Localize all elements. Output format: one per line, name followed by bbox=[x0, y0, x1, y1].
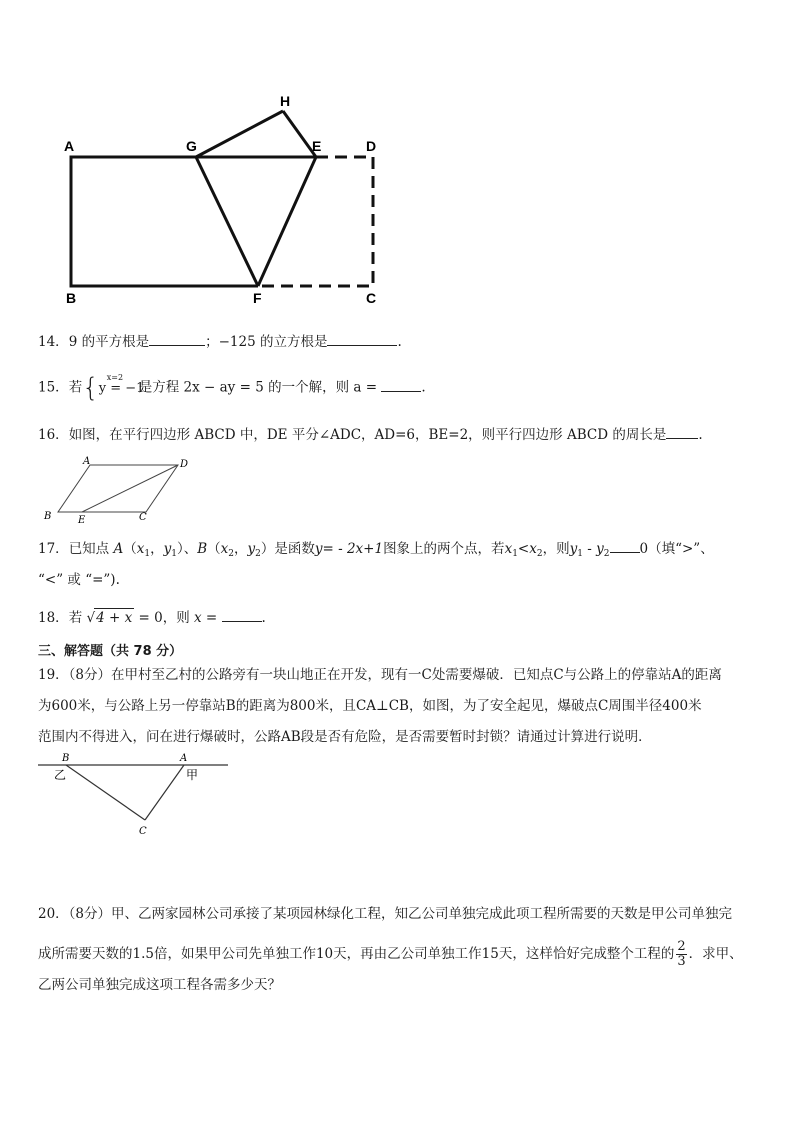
q17-y1: y bbox=[163, 541, 172, 557]
q17-x2: x bbox=[220, 541, 229, 557]
question-19-line-1 bbox=[38, 666, 722, 684]
q14-text-4: . bbox=[397, 334, 402, 350]
q16-end: . bbox=[698, 427, 703, 443]
q17-text-1: 是函数 bbox=[274, 541, 315, 557]
q20-fraction bbox=[676, 940, 686, 969]
q15-system-top: x=2 bbox=[106, 373, 124, 382]
q14-text-3: −125 的立方根是 bbox=[218, 334, 328, 350]
section-3-heading: 三、解答题（共 78 分） bbox=[38, 644, 183, 659]
q18-radicand: 4 + x bbox=[96, 610, 133, 626]
q17-diff-y2: y bbox=[596, 541, 604, 557]
figure-road-triangle bbox=[38, 748, 238, 840]
segment-de bbox=[82, 465, 178, 512]
q16-answer-blank[interactable] bbox=[666, 426, 698, 439]
q14-answer-blank-1[interactable] bbox=[149, 333, 205, 346]
q15-text-2: 的一个解，则 bbox=[268, 379, 350, 396]
q14-text-2: ； bbox=[205, 334, 219, 350]
figure-rectangle-fold bbox=[0, 0, 794, 320]
q18-text-1: = 0，则 bbox=[138, 610, 190, 626]
question-20-line-3 bbox=[38, 976, 281, 994]
question-17: 17．已知点 $A(x_1$，$y_1$）、$B(x_2$，$y_2$）是函数y= - 2x+1图象上的两个点，若$x_1<x_2$，则$y_1 - y_2$ 0（填“>”、 bbox=[38, 541, 714, 559]
label-C: C bbox=[139, 512, 147, 523]
q19-line-2-text: 为600米，与公路上另一停靠站B的距离为800米，且CA⊥CB，如图，为了安全起见，爆破点C周围半径400米 bbox=[38, 698, 702, 714]
question-20-line-2 bbox=[38, 940, 743, 969]
q18-var: x = bbox=[194, 610, 218, 626]
q20-line-1-text: 20．（8分）甲、乙两家园林公司承接了某项园林绿化工程，知乙公司单独完成此项工程所需要的天数是甲公司单独完 bbox=[38, 906, 733, 922]
question-18 bbox=[38, 608, 266, 627]
question-17-line-2 bbox=[38, 571, 120, 589]
segment-ac bbox=[145, 765, 184, 820]
q17-cond-x2: x bbox=[529, 541, 537, 557]
q16-text: 如图，在平行四边形 ABCD 中，DE 平分∠ADC，AD=6，BE=2，则平行四边形 ABCD 的周长是 bbox=[68, 427, 667, 443]
q17-function: y= - 2x+1 bbox=[314, 541, 384, 557]
q15-text-1: 是方程 bbox=[138, 379, 180, 396]
q19-line-1-text: 19．（8分）在甲村至乙村的公路旁有一块山地正在开发，现有一C处需要爆破．已知点C与公路上的停靠站A的距离 bbox=[38, 667, 722, 683]
q17-text-3: ，则 bbox=[542, 541, 570, 557]
q14-answer-blank-2[interactable] bbox=[327, 333, 397, 346]
q19-line-3-text: 范围内不得进入，问在进行爆破时，公路AB段是否有危险，是否需要暂时封锁？请通过计算进行说明． bbox=[38, 729, 652, 745]
segment-bc bbox=[66, 765, 145, 820]
q17-sub-2b: 2 bbox=[255, 549, 261, 559]
q17-point-b: B bbox=[197, 541, 208, 557]
label-F: F bbox=[253, 290, 262, 306]
sqrt-icon: √ bbox=[86, 610, 96, 626]
label-D: D bbox=[180, 459, 189, 470]
q17-text-4: 0（填“>”、 bbox=[639, 541, 714, 557]
q15-text-0: 若 bbox=[68, 379, 83, 396]
q17-sub-2a: 2 bbox=[228, 549, 234, 559]
q14-number: 14． bbox=[38, 334, 69, 350]
q15-answer-blank[interactable] bbox=[381, 379, 421, 392]
rect-solid-edges bbox=[71, 157, 316, 286]
label-D: D bbox=[366, 138, 377, 154]
label-C: C bbox=[139, 826, 147, 837]
figure-parallelogram bbox=[38, 456, 208, 526]
q17-diff-y: y bbox=[569, 541, 578, 557]
q15-system-bottom: y = −1 bbox=[98, 381, 145, 396]
label-A: A bbox=[64, 138, 75, 154]
label-A: A bbox=[83, 456, 91, 467]
label-C: C bbox=[366, 290, 377, 306]
q17-diff-sub2: 2 bbox=[603, 549, 610, 559]
q20-line-2b-text: ．求甲、 bbox=[688, 946, 743, 962]
label-B: B bbox=[44, 511, 52, 522]
q15-end: . bbox=[421, 379, 426, 396]
q15-equation: 2x − ay = 5 bbox=[183, 379, 264, 396]
q20-line-3-text: 乙两公司单独完成这项工程各需多少天？ bbox=[38, 977, 281, 993]
q17-cond-sub1: 1 bbox=[512, 549, 518, 559]
q18-end: . bbox=[261, 610, 266, 626]
question-20-line-1 bbox=[38, 905, 732, 923]
label-yi: 乙 bbox=[54, 768, 67, 782]
segment-ge-triangle bbox=[196, 111, 283, 157]
q17-answer-blank[interactable] bbox=[610, 540, 640, 553]
label-H: H bbox=[280, 93, 291, 109]
q17-diff-sub1: 1 bbox=[577, 549, 583, 559]
q17-sub-1a: 1 bbox=[144, 549, 151, 559]
segment-ef bbox=[258, 157, 316, 286]
question-19-line-2 bbox=[38, 697, 702, 715]
q15-var: a = bbox=[353, 379, 378, 396]
q16-number: 16． bbox=[38, 427, 69, 443]
label-jia: 甲 bbox=[186, 768, 199, 782]
label-G: G bbox=[186, 138, 197, 154]
question-14 bbox=[38, 333, 402, 351]
q17-x1: x bbox=[136, 541, 145, 557]
q18-text-0: 若 bbox=[68, 610, 83, 626]
q17-sub-1b: 1 bbox=[171, 549, 177, 559]
q20-frac-den: 3 bbox=[677, 954, 686, 969]
label-E: E bbox=[312, 138, 322, 154]
q18-number: 18． bbox=[38, 610, 69, 626]
question-19-line-3 bbox=[38, 728, 652, 746]
q15-brace: { bbox=[82, 373, 99, 403]
q14-text-1: 9 的平方根是 bbox=[68, 334, 150, 350]
q20-line-2a-text: 成所需要天数的1.5倍，如果甲公司先单独工作10天，再由乙公司单独工作15天，这样恰好完成整个工程的 bbox=[38, 946, 675, 962]
q18-answer-blank[interactable] bbox=[222, 609, 262, 622]
q17-cond-sub2: 2 bbox=[536, 549, 543, 559]
q17-point-a: A bbox=[113, 541, 124, 557]
q17-cond-x: x bbox=[504, 541, 513, 557]
q20-frac-num: 2 bbox=[677, 939, 686, 954]
q17-y2: y bbox=[247, 541, 256, 557]
label-B: B bbox=[62, 753, 70, 764]
q15-number: 15． bbox=[38, 379, 69, 396]
label-B: B bbox=[66, 290, 77, 306]
question-15 bbox=[38, 375, 426, 403]
parallelogram-abcd bbox=[58, 465, 178, 512]
label-A: A bbox=[180, 753, 188, 764]
q17-number: 17． bbox=[38, 541, 69, 557]
q17-text-2: 图象上的两个点，若 bbox=[383, 541, 505, 557]
segment-gf bbox=[196, 157, 258, 286]
q17-line-2-text: “<” 或 “=”). bbox=[38, 572, 120, 588]
label-E: E bbox=[78, 515, 86, 526]
question-16 bbox=[38, 426, 703, 444]
rect-dashed-edges bbox=[258, 157, 373, 286]
q17-text-0: 已知点 bbox=[68, 541, 110, 557]
